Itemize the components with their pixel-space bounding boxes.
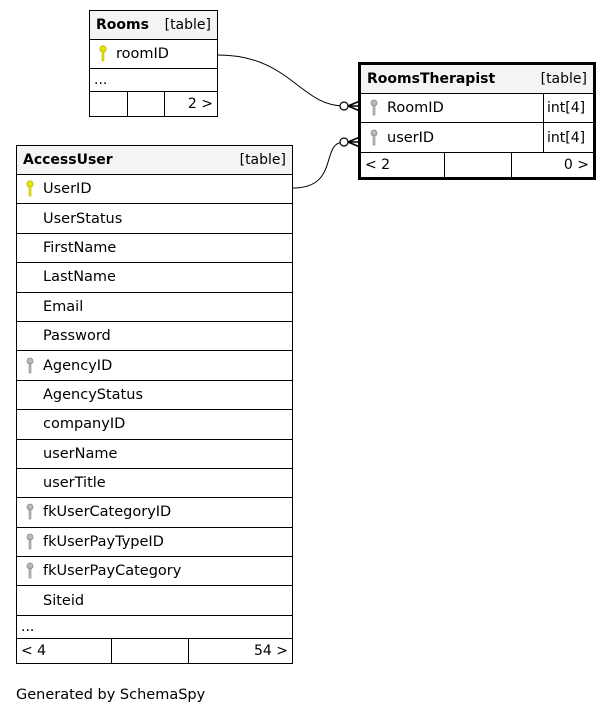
column-row[interactable] (17, 469, 292, 498)
foreign-key-icon (17, 533, 43, 551)
column-row[interactable] (17, 528, 292, 557)
foreign-key-icon (361, 129, 387, 147)
column-name: FirstName (43, 239, 117, 256)
column-row[interactable] (17, 557, 292, 586)
table-header (90, 11, 217, 40)
column-name: fkUserCategoryID (43, 504, 172, 521)
footer-spacer (112, 639, 189, 663)
column-name: userName (43, 445, 118, 462)
children-count[interactable]: 2 > (187, 96, 213, 113)
table-name: RoomsTherapist (367, 71, 496, 87)
footer-spacer (128, 92, 165, 116)
children-count[interactable]: 0 > (563, 156, 589, 173)
column-row[interactable] (90, 40, 217, 69)
table-footer (90, 92, 217, 116)
parents-count[interactable]: < 2 (361, 153, 445, 177)
column-name: userID (387, 129, 435, 146)
column-name: UserID (43, 181, 92, 198)
column-row[interactable] (17, 381, 292, 410)
table-kind: [table] (540, 71, 587, 87)
table-rooms[interactable] (89, 10, 218, 117)
column-name: Email (43, 298, 84, 315)
more-columns: ... (90, 69, 217, 92)
table-kind: [table] (239, 152, 286, 168)
optional-circle-roomid (340, 102, 348, 110)
column-name: Siteid (43, 592, 85, 609)
column-name: fkUserPayTypeID (43, 533, 164, 550)
column-row[interactable] (17, 263, 292, 292)
column-name: AgencyStatus (43, 386, 143, 403)
table-header (361, 65, 593, 94)
more-columns: ... (17, 616, 292, 639)
column-name: AgencyID (43, 357, 113, 374)
foreign-key-icon (17, 357, 43, 375)
optional-circle-userid (340, 138, 348, 146)
column-name: fkUserPayCategory (43, 563, 182, 580)
table-footer (361, 153, 593, 177)
column-row[interactable] (361, 123, 593, 152)
primary-key-icon (17, 180, 43, 198)
column-row[interactable] (17, 586, 292, 615)
column-row[interactable] (17, 498, 292, 527)
table-footer (17, 639, 292, 663)
column-row[interactable] (17, 234, 292, 263)
table-name: Rooms (96, 17, 149, 33)
footer-spacer (445, 153, 512, 177)
column-name: UserStatus (43, 210, 123, 227)
column-row[interactable] (17, 440, 292, 469)
table-accessuser[interactable] (16, 145, 293, 664)
column-list (17, 175, 292, 616)
foreign-key-icon (17, 562, 43, 580)
column-row[interactable] (17, 351, 292, 380)
column-row[interactable] (17, 322, 292, 351)
column-row[interactable] (17, 175, 292, 204)
column-row[interactable] (17, 410, 292, 439)
column-name: userTitle (43, 475, 106, 492)
table-kind: [table] (164, 17, 211, 33)
parents-count[interactable] (90, 92, 128, 116)
primary-key-icon (90, 45, 116, 63)
children-count[interactable]: 54 > (254, 642, 288, 659)
column-row[interactable] (17, 293, 292, 322)
column-name: Password (43, 328, 111, 345)
parents-count[interactable]: < 4 (17, 639, 112, 663)
column-type: int[4] (543, 123, 593, 151)
table-roomstherapist[interactable] (358, 62, 596, 180)
column-row[interactable] (17, 204, 292, 233)
table-name: AccessUser (23, 152, 113, 168)
column-name: roomID (116, 46, 169, 63)
accessuser-to-roomstherapist-line (293, 142, 360, 188)
generated-by-credit: Generated by SchemaSpy (16, 687, 206, 703)
column-name: companyID (43, 416, 126, 433)
column-type: int[4] (543, 94, 593, 122)
foreign-key-icon (361, 99, 387, 117)
foreign-key-icon (17, 503, 43, 521)
column-name: LastName (43, 269, 116, 286)
rooms-to-roomstherapist-line (218, 55, 360, 106)
column-row[interactable] (361, 94, 593, 123)
table-header (17, 146, 292, 175)
column-name: RoomID (387, 100, 444, 117)
